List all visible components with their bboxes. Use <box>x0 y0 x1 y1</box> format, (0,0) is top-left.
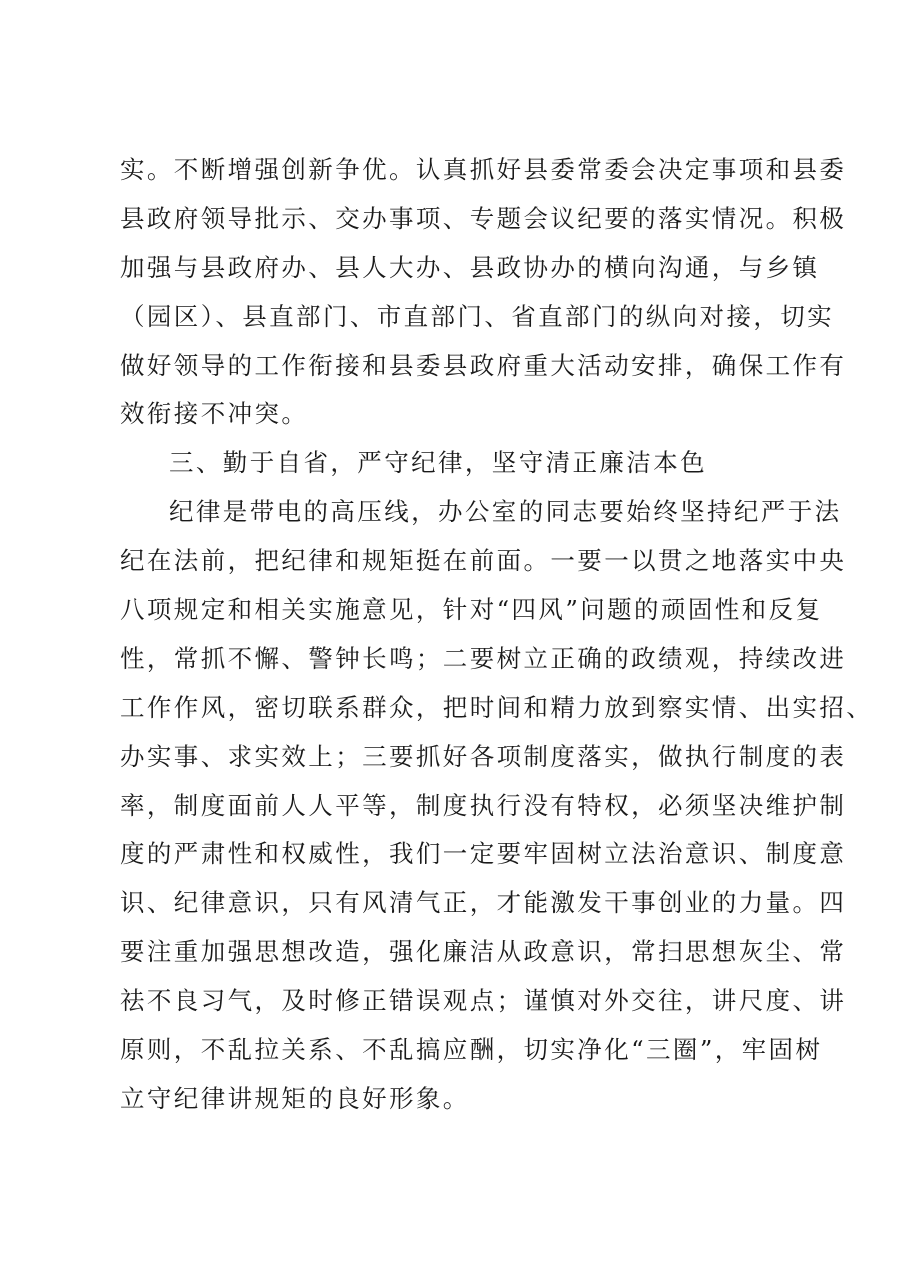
text-line: 原则，不乱拉关系、不乱搞应酬，切实净化“三圈”，牢固树 <box>120 1035 823 1065</box>
text-line: 纪律是带电的高压线，办公室的同志要始终坚持纪严于法 <box>169 497 842 527</box>
text-line: （园区）、县直部门、市直部门、省直部门的纵向对接，切实 <box>120 301 835 331</box>
text-line: 县政府领导批示、交办事项、专题会议纪要的落实情况。积极 <box>120 203 847 233</box>
text-line: 八项规定和相关实施意见，针对“四风”问题的顽固性和反复 <box>120 595 823 625</box>
text-line: 做好领导的工作衔接和县委县政府重大活动安排，确保工作有 <box>120 350 847 380</box>
text-line: 办实事、求实效上；三要抓好各项制度落实，做执行制度的表 <box>120 741 847 771</box>
text-line: 加强与县政府办、县人大办、县政协办的横向沟通，与乡镇 <box>120 252 820 282</box>
text-line: 纪在法前，把纪律和规矩挺在前面。一要一以贯之地落实中央 <box>120 546 847 576</box>
text-line: 度的严肃性和权威性，我们一定要牢固树立法治意识、制度意 <box>120 839 847 869</box>
text-line: 实。不断增强创新争优。认真抓好县委常委会决定事项和县委 <box>120 155 847 184</box>
text-line: 效衔接不冲突。 <box>120 399 309 429</box>
text-line: 工作作风，密切联系群众，把时间和精力放到察实情、出实招、 <box>120 692 874 722</box>
text-line: 性，常抓不懈、警钟长鸣；二要树立正确的政绩观，持续改进 <box>120 643 847 673</box>
text-line: 祛不良习气，及时修正错误观点；谨慎对外交往，讲尺度、讲 <box>120 986 847 1016</box>
text-line: 识、纪律意识，只有风清气正，才能激发干事创业的力量。四 <box>120 888 847 918</box>
text-line: 率，制度面前人人平等，制度执行没有特权，必须坚决维护制 <box>120 790 847 820</box>
section-heading: 三、勤于自省，严守纪律，坚守清正廉洁本色 <box>169 448 707 478</box>
text-line: 立守纪律讲规矩的良好形象。 <box>120 1083 470 1113</box>
body-text <box>120 146 874 1124</box>
text-line: 要注重加强思想改造，强化廉洁从政意识，常扫思想灰尘、常 <box>120 937 847 967</box>
